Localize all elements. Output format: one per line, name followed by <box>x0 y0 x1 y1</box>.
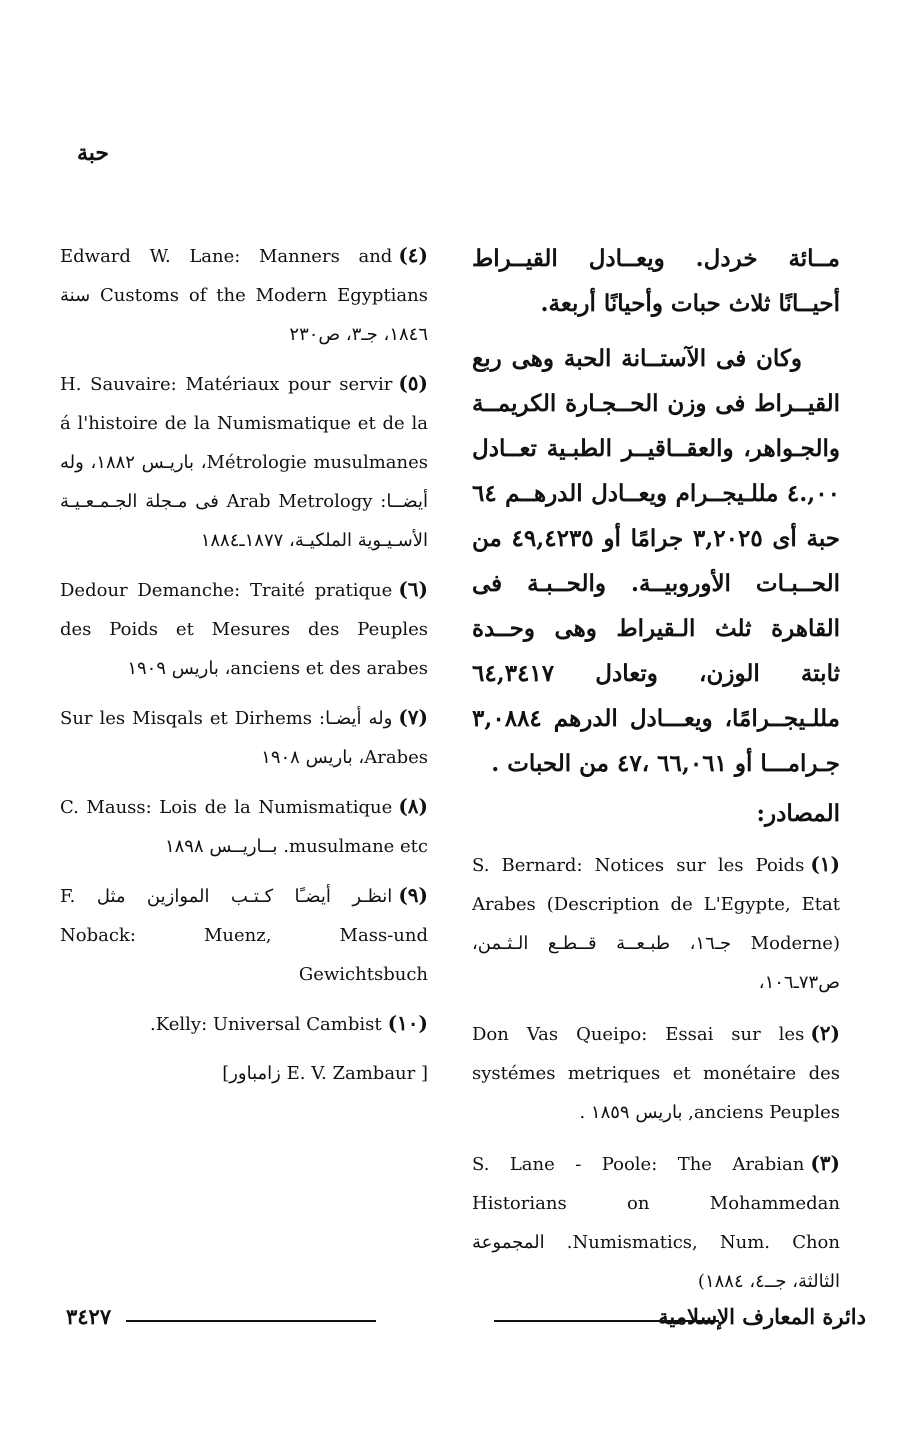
body-paragraph-1: مــائة خردل. ويعــادل القيــراط أحيــانًا ثلاث حبات وأحيانًا أربعة. <box>472 245 840 317</box>
reference-number: (٢) <box>810 1021 840 1045</box>
reference-5 <box>60 364 428 560</box>
reference-number: (٧) <box>398 705 429 729</box>
page-footer <box>66 1304 866 1334</box>
footer-title: دائرة المعارف الإسلامية <box>658 1304 866 1329</box>
reference-number: (٣) <box>810 1151 840 1175</box>
footer-rule <box>494 1320 719 1322</box>
sources-heading: المصادر: <box>756 800 840 827</box>
author-signature: [ E. V. Zambaur زامباور] <box>222 1063 428 1084</box>
reference-text: انظـر أيضـًا كـتـب الموازين مثل F. Noback: Muenz, Mass-und Gewichtsbuch <box>60 886 428 985</box>
reference-text: H. Sauvaire: Matériaux pour servir á l'histoire de la Numismatique et de la Métrologie musulmanes، باريـس ١٨٨٢، وله أيضــا: Arab Metrology فى مـجلة الجـمـعـيـة الأسـيـوية الملكيـة، ١٨٧٧ـ١٨٨٤ <box>60 374 429 551</box>
reference-10 <box>60 1004 428 1044</box>
reference-number: (٦) <box>398 577 428 601</box>
reference-text: Edward W. Lane: Manners and Customs of the Modern Egyptians سنة ١٨٤٦، جـ٣، ص٢٣٠ <box>60 246 428 345</box>
left-column <box>60 236 428 1103</box>
reference-8 <box>60 787 428 866</box>
reference-number: (٥) <box>398 371 428 395</box>
reference-text: Don Vas Queipo: Essai sur les systémes metriques et monétaire des anciens Peuples, باريس ١٨٥٩ . <box>472 1024 840 1123</box>
reference-number: (٨) <box>398 794 428 818</box>
reference-7 <box>60 698 428 777</box>
reference-text: Dedour Demanche: Traité pratique des Poids et Mesures des Peuples anciens et des arabes، باريس ١٩٠٩ <box>60 580 428 679</box>
reference-text: S. Lane - Poole: The Arabian Historians on Mohammedan Numismatics, Num. Chon. المجموعة الثالثة، جــ٤، ١٨٨٤) <box>472 1154 840 1292</box>
reference-number: (٤) <box>398 243 428 267</box>
reference-4 <box>60 236 428 354</box>
page-number: ٣٤٢٧ <box>66 1304 112 1329</box>
reference-text: وله أيضـا: Sur les Misqals et Dirhems Arabes، باريس ١٩٠٨ <box>60 708 428 768</box>
reference-number: (١٠) <box>387 1011 428 1035</box>
reference-text: Kelly: Universal Cambist. <box>150 1014 382 1035</box>
right-column <box>472 236 840 1313</box>
page-header: حبة <box>76 140 109 166</box>
reference-6 <box>60 570 428 688</box>
reference-9 <box>60 876 428 994</box>
reference-number: (٩) <box>398 883 428 907</box>
reference-text: C. Mauss: Lois de la Numismatique musulmane etc. بــاريــس ١٨٩٨ <box>60 797 428 857</box>
reference-text: S. Bernard: Notices sur les Poids Arabes (Description de L'Egypte, Etat Moderne) جـ١٦، طبـعــة قــطـع الـثـمن، ص٧٣ـ١٠٦، <box>472 855 840 993</box>
reference-2 <box>472 1014 840 1132</box>
body-paragraph-2: وكان فى الآستــانة الحبة وهى ربع القيــراط فى وزن الحــجـارة الكريمــة والجـواهر، والعقــاقيــر الطبـية تعــادل ٠٠,.٤ مللـيجــرام ويعــادل الدرهــم ٦٤ حبة أى ٣,٢٠٢٥ جرامًا أو ٤٩,٤٢٣٥ من الحــبـات الأوروبيــة. والحــبـة فى القاهرة ثلث الـقيراط وهى وحــدة ثابتة الوزن، وتعادل ٦٤,٣٤١٧ مللـيجــرامًا، ويعـــادل الدرهم ٣,٠٨٨٤ جـرامـــا أو ٦٦,٠٦١ ،٤٧ من الحبات . <box>472 345 840 777</box>
reference-number: (١) <box>810 852 840 876</box>
footer-rule <box>126 1320 376 1322</box>
reference-3 <box>472 1144 840 1301</box>
reference-1 <box>472 845 840 1002</box>
